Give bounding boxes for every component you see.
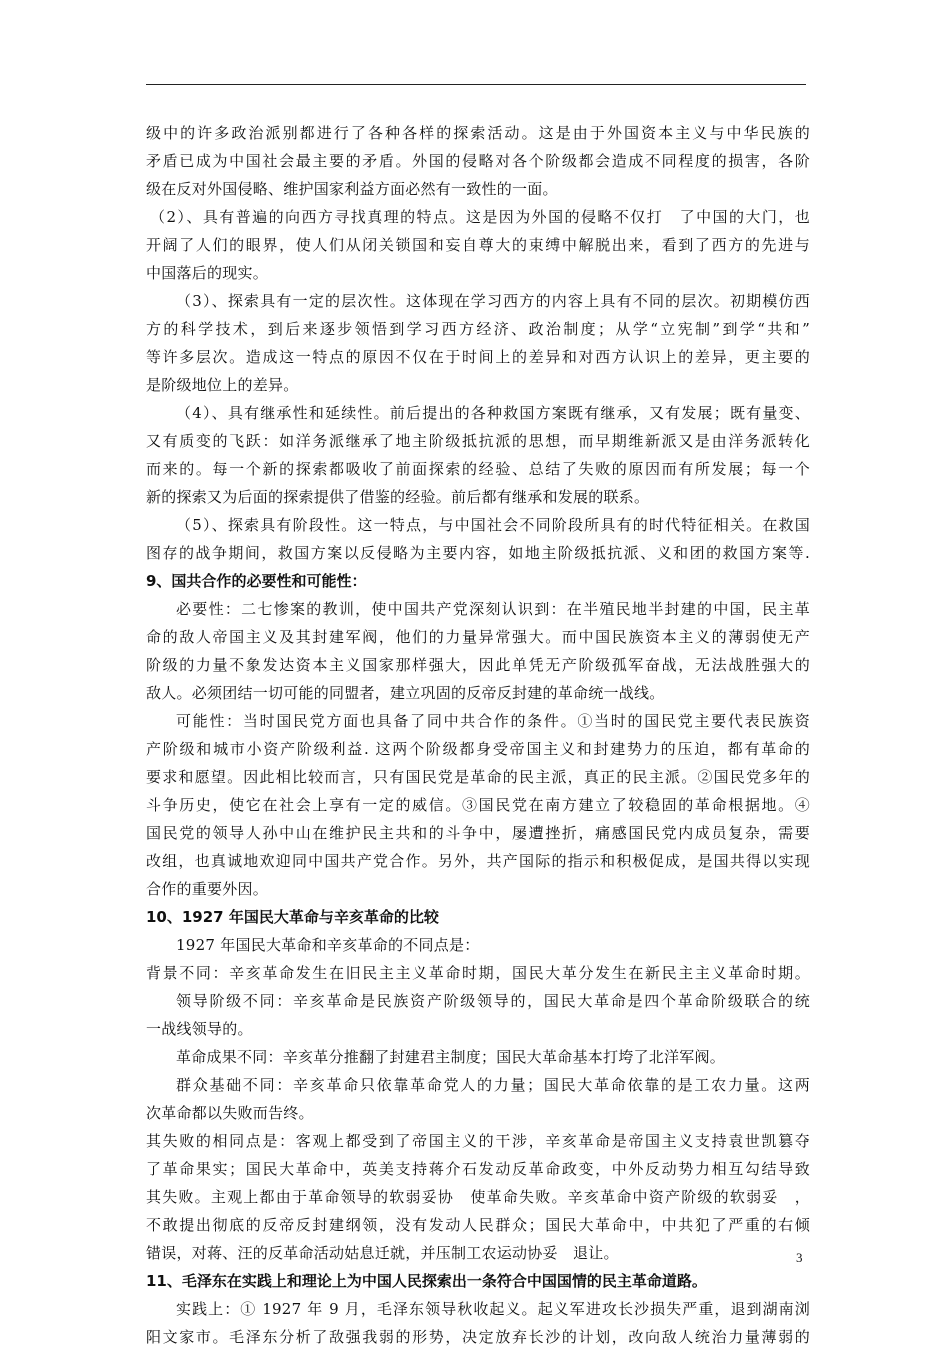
text-line: 产阶级和城市小资产阶级利益. 这两个阶级都身受帝国主义和封建势力的压迫，都有革命的 bbox=[146, 740, 810, 758]
text-line: 错误，对蒋、汪的反革命活动姑息迁就，并压制工农运动协妥 退让。 bbox=[146, 1244, 619, 1262]
header-rule bbox=[146, 84, 806, 85]
text-line: 其失败。主观上都由于革命领导的软弱妥协 使革命失败。辛亥革命中资产阶级的软弱妥 ， bbox=[146, 1188, 810, 1206]
section-heading: 11、毛泽东在实践上和理论上为中国人民探索出一条符合中国国情的民主革命道路。 bbox=[146, 1272, 707, 1290]
text-line: 矛盾已成为中国社会最主要的矛盾。外国的侵略对各个阶级都会造成不同程度的损害，各阶 bbox=[146, 152, 810, 170]
text-line: 敌人。必须团结一切可能的同盟者，建立巩固的反帝反封建的革命统一战线。 bbox=[146, 684, 665, 702]
text-line: 等许多层次。造成这一特点的原因不仅在于时间上的差异和对西方认识上的差异，更主要的 bbox=[146, 348, 810, 366]
section-heading: 10、1927 年国民大革命与辛亥革命的比较 bbox=[146, 908, 439, 926]
text-line: 是阶级地位上的差异。 bbox=[146, 376, 299, 394]
text-line: （3）、探索具有一定的层次性。这体现在学习西方的内容上具有不同的层次。初期模仿西 bbox=[176, 292, 810, 310]
text-line: 命的敌人帝国主义及其封建军阀，他们的力量异常强大。而中国民族资本主义的薄弱使无产 bbox=[146, 628, 810, 646]
text-line: 级中的许多政治派别都进行了各种各样的探索活动。这是由于外国资本主义与中华民族的 bbox=[146, 124, 810, 142]
text-line: 改组，也真诚地欢迎同中国共产党合作。另外，共产国际的指示和积极促成，是国共得以实现 bbox=[146, 852, 810, 870]
text-line: 领导阶级不同：辛亥革命是民族资产阶级领导的，国民大革命是四个革命阶级联合的统 bbox=[176, 992, 810, 1010]
text-line: 次革命都以失败而告终。 bbox=[146, 1104, 314, 1122]
text-line: 阶级的力量不象发达资本主义国家那样强大，因此单凭无产阶级孤军奋战，无法战胜强大的 bbox=[146, 656, 810, 674]
text-line: 国民党的领导人孙中山在维护民主共和的斗争中，屡遭挫折，痛感国民党内成员复杂，需要 bbox=[146, 824, 810, 842]
text-line: 一战线领导的。 bbox=[146, 1020, 253, 1038]
text-line: 开阔了人们的眼界，使人们从闭关锁国和妄自尊大的束缚中解脱出来，看到了西方的先进与 bbox=[146, 236, 810, 254]
text-line: 斗争历史，使它在社会上享有一定的威信。③国民党在南方建立了较稳固的革命根据地。④ bbox=[146, 796, 810, 814]
text-line: 可能性：当时国民党方面也具备了同中共合作的条件。①当时的国民党主要代表民族资 bbox=[176, 712, 810, 730]
text-line: 合作的重要外因。 bbox=[146, 880, 269, 898]
text-line: 其失败的相同点是：客观上都受到了帝国主义的干涉，辛亥革命是帝国主义支持袁世凯篡夺 bbox=[146, 1132, 810, 1150]
text-line: （5）、探索具有阶段性。这一特点，与中国社会不同阶段所具有的时代特征相关。在救国 bbox=[176, 516, 810, 534]
text-line: 新的探索又为后面的探索提供了借鉴的经验。前后都有继承和发展的联系。 bbox=[146, 488, 650, 506]
text-line: 而来的。每一个新的探索都吸收了前面探索的经验、总结了失败的原因而有所发展；每一个 bbox=[146, 460, 810, 478]
text-line: 实践上：① 1927 年 9 月，毛泽东领导秋收起义。起义军进攻长沙损失严重，退到湖南浏 bbox=[176, 1300, 810, 1318]
text-line: 阳文家市。毛泽东分析了敌强我弱的形势，决定放弃长沙的计划，改向敌人统治力量薄弱的 bbox=[146, 1328, 810, 1346]
text-line: 不敢提出彻底的反帝反封建纲领，没有发动人民群众；国民大革命中，中共犯了严重的右倾 bbox=[146, 1216, 810, 1234]
section-heading: 9、国共合作的必要性和可能性： bbox=[146, 572, 367, 590]
text-line: （4）、具有继承性和延续性。前后提出的各种救国方案既有继承，又有发展；既有量变、 bbox=[176, 404, 810, 422]
text-line: （2）、具有普遍的向西方寻找真理的特点。这是因为外国的侵略不仅打 了中国的大门，也 bbox=[150, 208, 810, 226]
text-line: 1927 年国民大革命和辛亥革命的不同点是： bbox=[176, 936, 480, 954]
text-line: 中国落后的现实。 bbox=[146, 264, 269, 282]
text-line: 群众基础不同：辛亥革命只依靠革命党人的力量；国民大革命依靠的是工农力量。这两 bbox=[176, 1076, 810, 1094]
page-body bbox=[146, 119, 810, 1351]
text-line: 方的科学技术，到后来逐步领悟到学习西方经济、政治制度；从学“立宪制”到学“共和” bbox=[146, 320, 810, 338]
page-number: 3 bbox=[796, 1250, 803, 1265]
text-line: 要求和愿望。因此相比较而言，只有国民党是革命的民主派，真正的民主派。②国民党多年的 bbox=[146, 768, 810, 786]
text-line: 必要性：二七惨案的教训，使中国共产党深刻认识到：在半殖民地半封建的中国，民主革 bbox=[176, 600, 810, 618]
text-line: 背景不同：辛亥革命发生在旧民主主义革命时期，国民大革分发生在新民主主义革命时期。 bbox=[146, 964, 810, 982]
text-line: 图存的战争期间，救国方案以反侵略为主要内容，如地主阶级抵抗派、义和团的救国方案等. bbox=[146, 544, 810, 562]
text-line: 级在反对外国侵略、维护国家利益方面必然有一致性的一面。 bbox=[146, 180, 558, 198]
text-line: 革命成果不同：辛亥革分推翻了封建君主制度；国民大革命基本打垮了北洋军阀。 bbox=[176, 1048, 726, 1066]
text-line: 了革命果实；国民大革命中，英美支持蒋介石发动反革命政变，中外反动势力相互勾结导致 bbox=[146, 1160, 810, 1178]
text-line: 又有质变的飞跃：如洋务派继承了地主阶级抵抗派的思想，而早期维新派又是由洋务派转化 bbox=[146, 432, 810, 450]
